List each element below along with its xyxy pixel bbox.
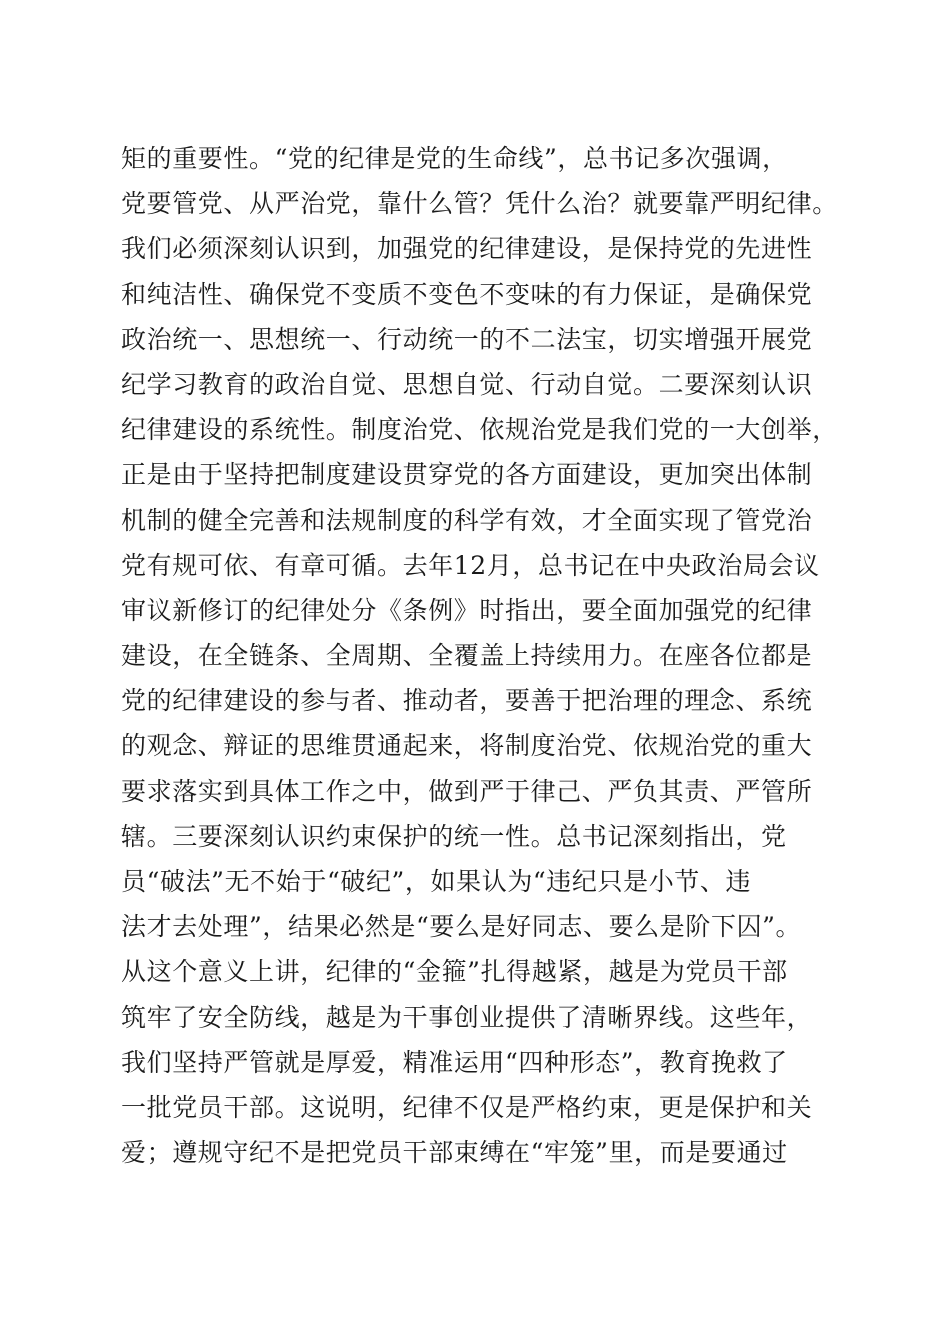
text-line: 辖。三要深刻认识约束保护的统一性。总书记深刻指出，党 bbox=[121, 821, 787, 851]
text-line: 爱；遵规守纪不是把党员干部束缚在“牢笼”里，而是要通过 bbox=[121, 1138, 788, 1168]
text-line: 党的纪律建设的参与者、推动者，要善于把治理的理念、系统 bbox=[121, 686, 813, 716]
text-line: 和纯洁性、确保党不变质不变色不变味的有力保证，是确保党 bbox=[121, 279, 813, 309]
text-line: 的观念、辩证的思维贯通起来，将制度治党、依规治党的重大 bbox=[121, 731, 813, 761]
text-line: 法才去处理”，结果必然是“要么是好同志、要么是阶下囚”。 bbox=[121, 912, 802, 942]
text-line: 正是由于坚持把制度建设贯穿党的各方面建设，更加突出体制 bbox=[121, 460, 813, 490]
text-line: 我们必须深刻认识到，加强党的纪律建设，是保持党的先进性 bbox=[121, 234, 813, 264]
text-line: 矩的重要性。“党的纪律是党的生命线”，总书记多次强调， bbox=[121, 144, 788, 173]
text-line: 建设，在全链条、全周期、全覆盖上持续用力。在座各位都是 bbox=[121, 641, 813, 671]
text-line: 从这个意义上讲，纪律的“金箍”扎得越紧，越是为党员干部 bbox=[121, 957, 788, 987]
text-line: 我们坚持严管就是厚爱，精准运用“四种形态”，教育挽救了 bbox=[121, 1047, 788, 1077]
text-line: 审议新修订的纪律处分《条例》时指出，要全面加强党的纪律 bbox=[121, 595, 813, 625]
text-line: 党有规可依、有章可循。去年12月，总书记在中央政治局会议 bbox=[121, 550, 820, 580]
text-line: 员“破法”无不始于“破纪”，如果认为“违纪只是小节、违 bbox=[121, 867, 752, 896]
text-line: 纪律建设的系统性。制度治党、依规治党是我们党的一大创举， bbox=[121, 415, 838, 445]
text-line: 筑牢了安全防线，越是为干事创业提供了清晰界线。这些年， bbox=[121, 1002, 813, 1032]
text-line: 要求落实到具体工作之中，做到严于律己、严负其责、严管所 bbox=[121, 776, 813, 806]
text-line: 机制的健全完善和法规制度的科学有效，才全面实现了管党治 bbox=[121, 505, 813, 535]
text-line: 纪学习教育的政治自觉、思想自觉、行动自觉。二要深刻认识 bbox=[121, 369, 813, 399]
text-line: 一批党员干部。这说明，纪律不仅是严格约束，更是保护和关 bbox=[121, 1092, 813, 1122]
body-text bbox=[121, 136, 881, 1175]
text-line: 党要管党、从严治党，靠什么管？凭什么治？就要靠严明纪律。 bbox=[121, 189, 838, 219]
text-line: 政治统一、思想统一、行动统一的不二法宝，切实增强开展党 bbox=[121, 324, 813, 354]
